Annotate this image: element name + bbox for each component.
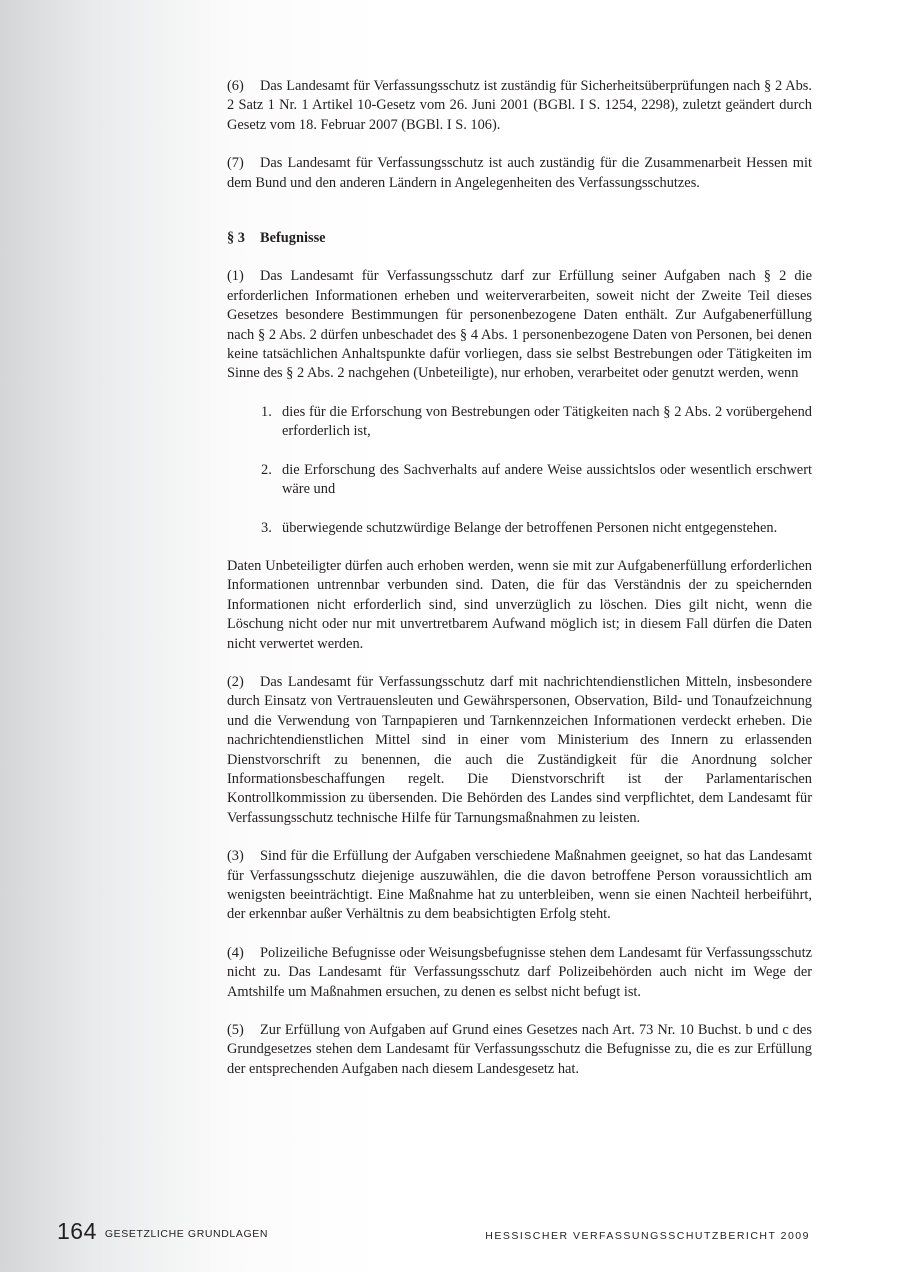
paragraph-number: (3) (227, 848, 244, 865)
paragraph-2 (227, 673, 812, 828)
list-item (227, 461, 812, 500)
condition-list (227, 403, 812, 538)
list-number: 3. (261, 519, 272, 536)
paragraph-number: (7) (227, 155, 244, 172)
paragraph-3 (227, 847, 812, 925)
list-text: die Erforschung des Sachverhalts auf andere Weise aussichtslos oder wesentlich erschwert wäre und (282, 461, 812, 498)
paragraph-text: Zur Erfüllung von Aufgaben auf Grund eines Gesetzes nach Art. 73 Nr. 10 Buchst. b und c des Grundgesetzes stehen dem Landesamt für Verfassungsschutz die Befugnisse zu, die es zur Erfüllung der entsprechenden Aufgaben nach diesem Landesgesetz hat. (227, 1022, 812, 1077)
paragraph-number: (5) (227, 1022, 244, 1039)
list-number: 1. (261, 403, 272, 420)
section-heading (227, 229, 812, 248)
paragraph-text: Das Landesamt für Verfassungsschutz darf mit nachrichtendienstlichen Mitteln, insbesondere durch Einsatz von Vertrauensleuten und Gewährspersonen, Observation, Bild- und Tonaufzeichnung und die Verwendung von Tarnpapieren und Tarnkennzeichen Informationen verdeckt erheben. Die nachrichtendienstlichen Mittel sind in einer vom Ministerium des Innern zu erlassenden Dienstvorschrift zu benennen, die auch die Zuständigkeit für die Anordnung solcher Informationsbeschaffungen regelt. Die Dienstvorschrift ist der Parlamentarischen Kontrollkommission zu übersenden. Die Behörden des Landes sind verpflichtet, dem Landesamt für Verfassungsschutz technische Hilfe für Tarnungsmaßnahmen zu leisten. (227, 673, 812, 826)
section-title: Befugnisse (260, 230, 326, 247)
paragraph-7 (227, 154, 812, 193)
list-text: dies für die Erforschung von Bestrebungen oder Tätigkeiten nach § 2 Abs. 2 vorübergehend erforderlich ist, (282, 403, 812, 440)
paragraph-text: Polizeiliche Befugnisse oder Weisungsbefugnisse stehen dem Landesamt für Verfassungsschutz nicht zu. Das Landesamt für Verfassungsschutz darf Polizeibehörden auch nicht im Wege der Amtshilfe um Maßnahmen ersuchen, zu denen es selbst nicht befugt ist. (227, 944, 812, 1000)
paragraph-text: Das Landesamt für Verfassungsschutz ist zuständig für Sicherheitsüberprüfungen nach § 2 Abs. 2 Satz 1 Nr. 1 Artikel 10-Gesetz vom 26. Juni 2001 (BGBl. I S. 1254, 2298), zuletzt geändert durch Gesetz vom 18. Februar 2007 (BGBl. I S. 106). (227, 78, 812, 133)
list-text: überwiegende schutzwürdige Belange der betroffenen Personen nicht entgegenstehen. (282, 519, 778, 536)
paragraph-number: (1) (227, 268, 244, 285)
list-item (227, 403, 812, 442)
footer-report-title: HESSISCHER VERFASSUNGSSCHUTZBERICHT 2009 (485, 1230, 810, 1242)
footer-section-label: GESETZLICHE GRUNDLAGEN (104, 1228, 269, 1240)
paragraph-unbeteiligte: Daten Unbeteiligter dürfen auch erhoben werden, wenn sie mit zur Aufgabenerfüllung erforderlichen Informationen untrennbar verbunden sind. Daten, die für das Verständnis der zu speichernden Informationen nicht erforderlich sind, sind unverzüglich zu löschen. Dies gilt nicht, wenn die Löschung nicht oder nur mit unvertretbarem Aufwand möglich ist; in diesem Fall dürfen die Daten nicht verwertet werden. (227, 557, 812, 652)
paragraph-4 (227, 944, 812, 1002)
paragraph-6 (227, 77, 812, 135)
footer-left (57, 1218, 268, 1245)
paragraph-number: (6) (227, 78, 244, 94)
page-number: 164 (57, 1218, 97, 1244)
paragraph-text: Das Landesamt für Verfassungsschutz darf zur Erfüllung seiner Aufgaben nach § 2 die erforderlichen Informationen erheben und weiterverarbeiten, soweit nicht der Zweite Teil dieses Gesetzes besondere Bestimmungen für personenbezogene Daten enthält. Zur Aufgabenerfüllung nach § 2 Abs. 2 dürfen unbeschadet des § 4 Abs. 1 personenbezogene Daten von Personen, bei denen keine tatsächlichen Anhaltspunkte dafür vorliegen, dass sie selbst Bestrebungen oder Tätigkeiten im Sinne des § 2 Abs. 2 nachgehen (Unbeteiligte), nur erhoben, verarbeitet oder genutzt werden, wenn (227, 268, 812, 382)
paragraph-text: Sind für die Erfüllung der Aufgaben verschiedene Maßnahmen geeignet, so hat das Landesamt für Verfassungsschutz diejenige auszuwählen, die die davon betroffene Person voraussichtlich am wenigsten beeinträchtigt. Eine Maßnahme hat zu unterbleiben, wenn sie einen Nachteil herbeiführt, der erkennbar außer Verhältnis zu dem beabsichtigten Erfolg steht. (227, 848, 812, 923)
paragraph-1 (227, 267, 812, 383)
document-body (227, 77, 812, 1098)
paragraph-number: (4) (227, 944, 244, 961)
list-number: 2. (261, 461, 272, 478)
paragraph-number: (2) (227, 673, 244, 690)
paragraph-5 (227, 1021, 812, 1079)
list-item (227, 519, 812, 538)
paragraph-text: Das Landesamt für Verfassungsschutz ist auch zuständig für die Zusammenarbeit Hessen mit dem Bund und den anderen Ländern in Angelegenheiten des Verfassungsschutzes. (227, 155, 812, 191)
section-symbol: § 3 (227, 230, 245, 247)
